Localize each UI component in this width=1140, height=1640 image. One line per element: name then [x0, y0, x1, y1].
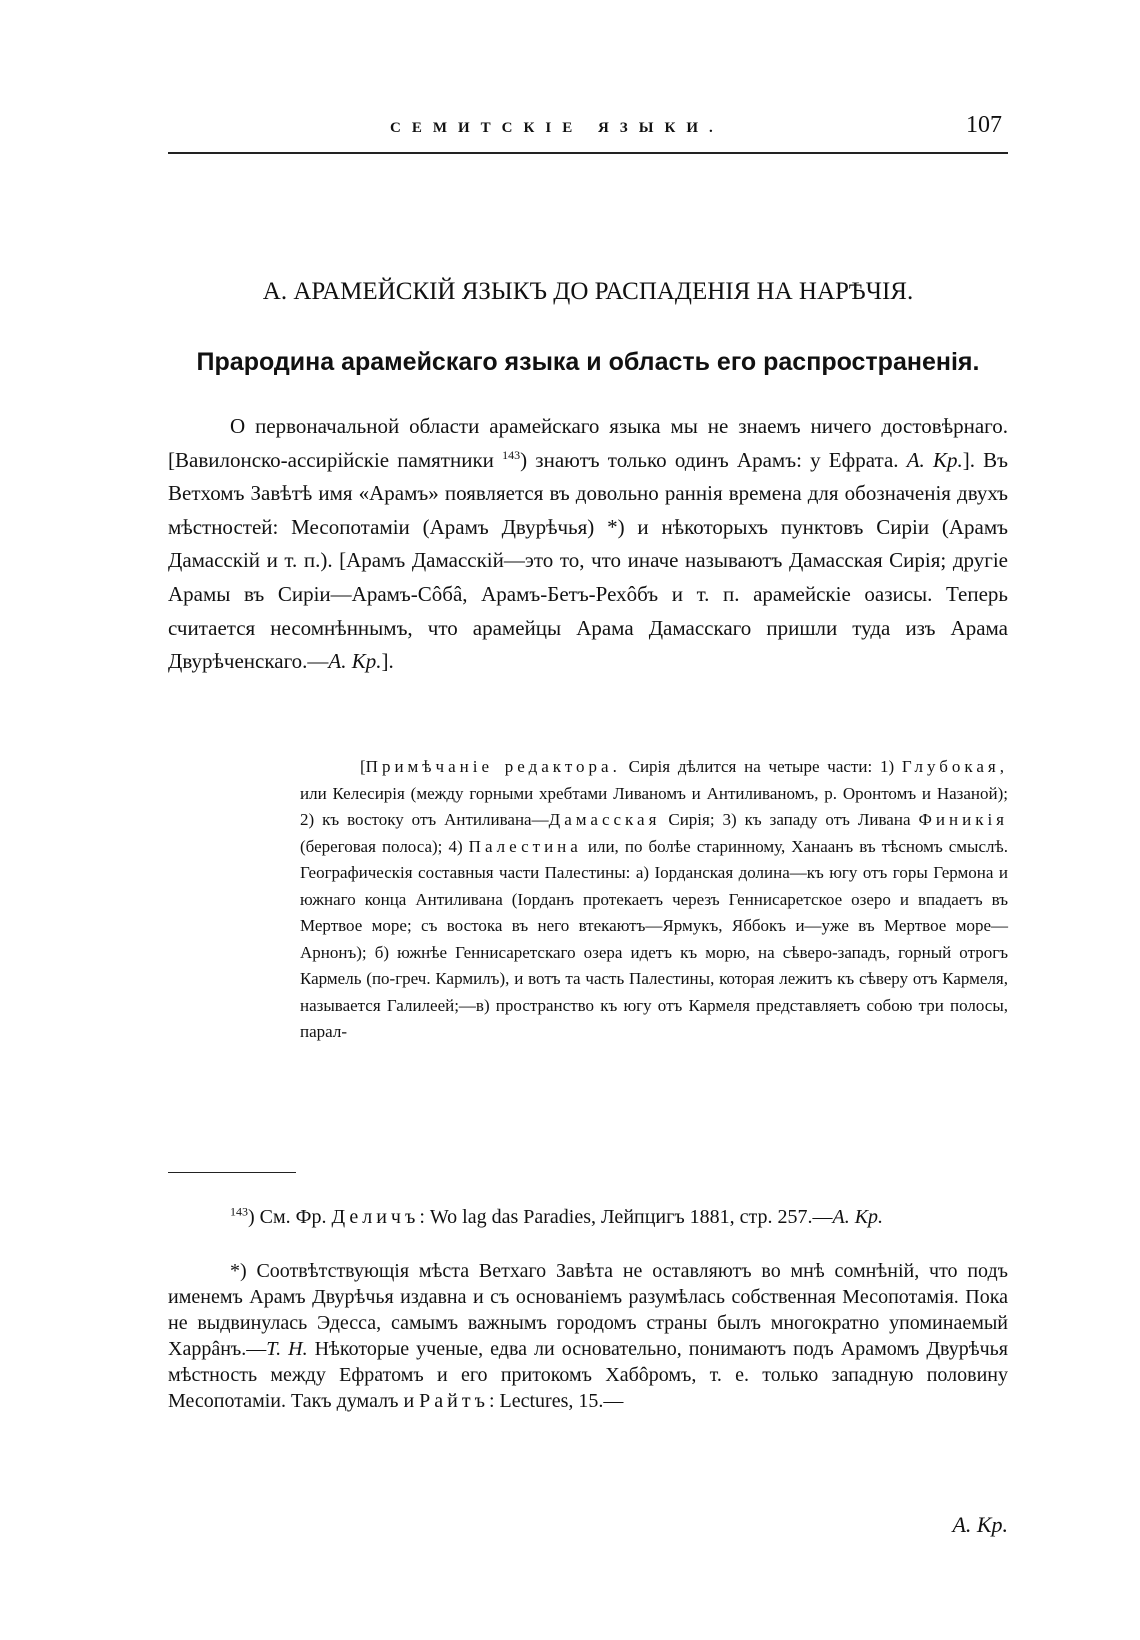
footnote-143-text-2: : Wo lag das Paradies, Лейпцигъ 1881, стр. 257.— — [419, 1206, 833, 1228]
term-finikia: Финикія — [918, 810, 1008, 829]
footnote-143-author: Деличъ — [331, 1206, 420, 1228]
editor-note-text-1: Сирія дѣлится на четыре части: 1) — [620, 757, 902, 776]
editor-note: [Примѣчаніе редактора. Сирія дѣлится на четыре части: 1) Глубокая, или Келесирія (между горными хребтами Ливаномъ и Антиливаномъ, р. Оронтомъ и Назаной); 2) къ востоку отъ Антиливана—Дамасская Сирія; 3) къ западу отъ Ливана Финикія (береговая полоса); 4) Палестина или, по болѣе старинному, Ханаанъ въ тѣсномъ смыслѣ. Географическія составныя части Палестины: а) Іорданская долина—къ югу отъ горы Гермона и южнаго конца Антиливана (Іорданъ протекаетъ черезъ Геннисаретское озеро и впадаетъ въ Мертвое море; съ востока въ него втекаютъ—Ярмукъ, Яббокъ и—уже въ Мертвое море—Арнонъ); б) южнѣе Геннисаретскаго озера идетъ къ морю, на сѣверо-западъ, горный отрогъ Кармель (по-греч. Кармилъ), и вотъ та часть Палестины, которая лежитъ къ сѣверу отъ Кармеля, называется Галилеей;—в) пространство къ югу отъ Кармеля представляетъ собою три полосы, парал- — [300, 757, 1008, 1041]
body-paragraph — [168, 410, 1008, 679]
body-text-3: ]. Въ Ветхомъ Завѣтѣ имя «Арамъ» появляется въ довольно раннія времена для обозначенія двухъ мѣстностей: Месопотаміи (Арамъ Двурѣчья) *) и нѣкоторыхъ пунктовъ Сиріи (Арамъ Дамасскій и т. п.). [Арамъ Дамасскій—это то, что иначе называютъ Дамасская Сирія; другіе Арамы въ Сиріи—Арамъ-Сôбâ, Арамъ-Бетъ-Рехôбъ и т. п. арамейскіе оазисы. Теперь считается несомнѣннымъ, что арамейцы Арама Дамасскаго пришли туда изъ Арама Двурѣченскаго.— — [168, 447, 1009, 674]
running-head-title: СЕМИТСКІЕ ЯЗЫКИ. — [390, 120, 724, 136]
page-number: 107 — [966, 112, 1002, 138]
footnote-143-initials: А. Кр. — [832, 1206, 884, 1228]
editor-note-label: Примѣчаніе редактора. — [365, 757, 621, 776]
section-title: А. АРАМЕЙСКІЙ ЯЗЫКЪ ДО РАСПАДЕНІЯ НА НАРѢЧІЯ. — [262, 278, 914, 305]
editor-note-text-4: (береговая полоса); 4) — [300, 836, 469, 856]
editor-note-text-5: или, по болѣе старинному, Ханаанъ въ тѣсномъ смыслѣ. Географическія составныя части Палестины: а) Іорданская долина—къ югу отъ горы Гермона и южнаго конца Антиливана (Іорданъ протекаетъ черезъ Геннисаретское озеро и впадаетъ въ Мертвое море; съ востока въ него втекаютъ—Ярмукъ, Яббокъ и—уже въ Мертвое море—Арнонъ); б) южнѣе Геннисаретскаго озера идетъ къ морю, на сѣверо-западъ, горный отрогъ Кармель (по-греч. Кармилъ), и вотъ та часть Палестины, которая лежитъ къ сѣверу отъ Кармеля, называется Галилеей;—в) пространство къ югу отъ Кармеля представляетъ собою три полосы, парал- — [300, 836, 1008, 1041]
footnote-asterisk-wright: Райтъ — [419, 1390, 489, 1412]
body-text-1: О первоначальной области арамейскаго языка мы не знаемъ ничего достовѣрнаго. [Вавилонско-ассирійскіе памятники — [168, 414, 1008, 472]
term-glubokaya: Глубокая, — [901, 757, 1008, 776]
running-head — [168, 112, 1008, 152]
footnote-asterisk — [168, 1258, 1008, 1414]
footnote-143-text-1: ) См. Фр. — [248, 1206, 332, 1228]
footnote-asterisk-text-3: : Lectures, 15.— — [488, 1390, 624, 1412]
author-initials-2: А. Кр. — [328, 649, 382, 674]
author-initials: А. Кр. — [906, 447, 963, 472]
editor-note-text-2: или Келесирія (между горными хребтами Ливаномъ и Антиливаномъ, р. Оронтомъ и Назаной); 2) къ востоку отъ Антиливана— — [300, 783, 1008, 829]
footnote-signature: А. Кр. — [952, 1512, 1008, 1537]
term-palestina: Палестина — [468, 836, 582, 856]
footnote-mark-143: 143 — [230, 1204, 248, 1219]
body-text-4: ]. — [381, 649, 394, 674]
subsection-title: Прародина арамейскаго языка и область его распространенія. — [196, 348, 980, 376]
footnote-rule — [168, 1172, 296, 1173]
term-damask: Дамасская — [548, 810, 661, 829]
footnote-asterisk-tn: Т. Н. — [266, 1338, 308, 1360]
footnote-ref-143: 143 — [502, 447, 521, 462]
footnote-asterisk-text-1: *) Соотвѣтствующія мѣста Ветхаго Завѣта не оставляютъ во мнѣ сомнѣній, что подъ именемъ Арамъ Двурѣчья издавна и съ основаніемъ разумѣлась собственная Месопотамія. Пока не выдвинулась Эдесса, самымъ важнымъ городомъ страны былъ многократно упоминаемый Харрâнъ.— — [168, 1260, 1008, 1360]
footnote-143 — [168, 1204, 1008, 1230]
header-rule — [168, 152, 1008, 154]
editor-note-text-3: Сирія; 3) къ западу отъ Ливана — [660, 810, 919, 829]
footnote-asterisk-text-2: Нѣкоторые ученые, едва ли основательно, понимаютъ подъ Арамомъ Двурѣчья мѣстность между Ефратомъ и его притокомъ Хабôромъ, т. е. только западную половину Месопотаміи. Такъ думалъ и — [168, 1338, 1009, 1412]
body-text-2: ) знаютъ только одинъ Арамъ: у Ефрата. — [520, 447, 907, 472]
